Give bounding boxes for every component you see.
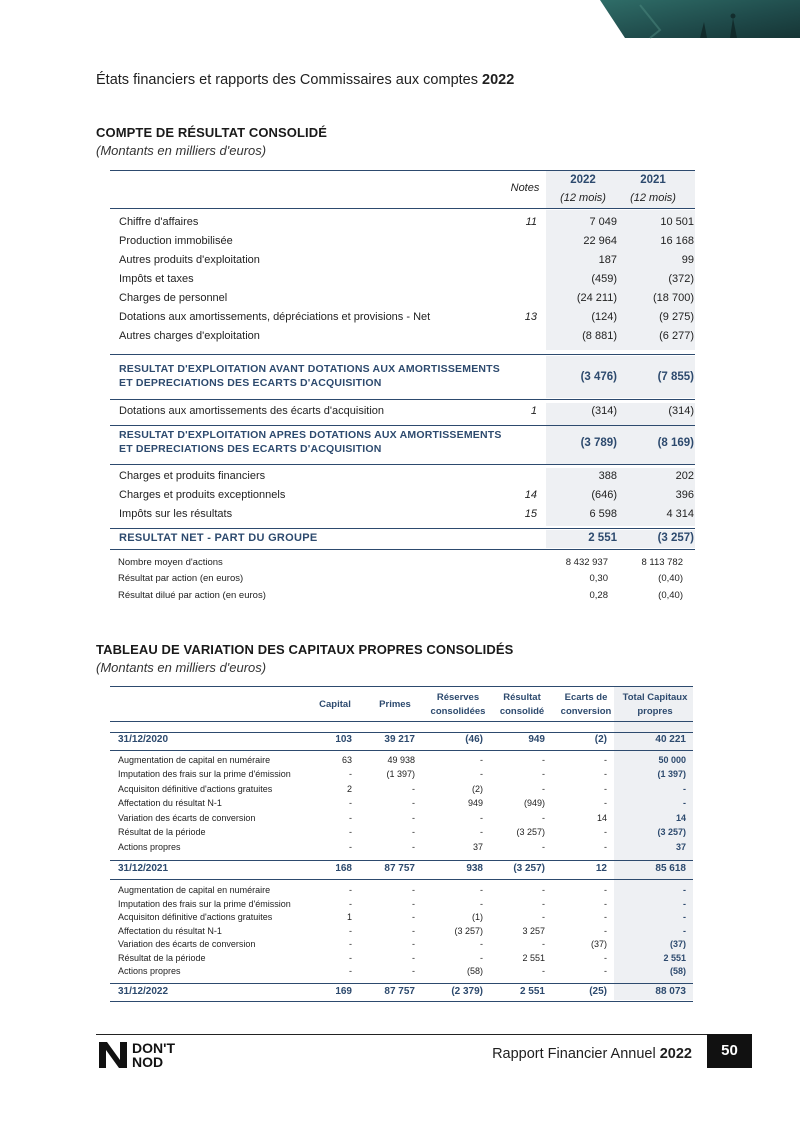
row-value-2022: 6 598 (589, 508, 617, 520)
row-label: Actions propres (118, 842, 181, 852)
cell-ecarts: - (604, 827, 607, 837)
movement-row (118, 885, 693, 898)
movement-row (118, 798, 693, 811)
income-row (119, 254, 695, 270)
row-label: 31/12/2021 (118, 863, 169, 874)
row-value-2021: (8 169) (657, 437, 694, 449)
cell-capital: - (349, 827, 352, 837)
row-label-line1: RESULTAT D'EXPLOITATION APRES DOTATIONS AUX AMORTISSEMENTS (119, 429, 502, 441)
cell-total: (1 397) (657, 769, 686, 779)
cell-total: 2 551 (663, 953, 686, 963)
cell-reserves: - (480, 755, 483, 765)
row-label: Résultat de la période (118, 953, 206, 963)
movement-row (118, 813, 693, 826)
footer-rule (96, 1034, 752, 1035)
row-value-2022: 0,28 (589, 590, 608, 601)
per-share-row (118, 557, 695, 571)
cell-total: - (683, 899, 686, 909)
row-value-2022: (24 211) (576, 292, 617, 304)
row-label-line1: RESULTAT D'EXPLOITATION AVANT DOTATIONS AUX AMORTISSEMENTS (119, 363, 501, 375)
row-value-2021: 202 (675, 470, 694, 482)
equity-header-reserves-line1: Réserves (436, 692, 480, 703)
row-value-2022: (646) (591, 489, 617, 501)
cell-primes: 87 757 (384, 986, 415, 997)
equity-header-resultat-line1: Résultat (503, 692, 541, 703)
row-label-line2: ET DEPRECIATIONS DES ECARTS D'ACQUISITION (119, 443, 382, 455)
balance-row-2022 (118, 986, 693, 999)
cell-resultat: - (542, 885, 545, 895)
row-value-2021: 99 (681, 254, 694, 266)
row-value-2021: (18 700) (653, 292, 694, 304)
notes-header: Notes (510, 182, 540, 194)
balance-row-2021 (118, 863, 693, 876)
cell-total: - (683, 885, 686, 895)
cell-capital: - (349, 926, 352, 936)
cell-capital: 63 (341, 755, 352, 765)
row-label: Actions propres (118, 966, 181, 976)
row-value-2022: 0,30 (589, 573, 608, 584)
row-value-2021: 10 501 (660, 216, 694, 228)
table-rule (110, 732, 693, 733)
cell-primes: - (412, 798, 415, 808)
table-rule (110, 686, 693, 687)
cell-capital: 168 (335, 863, 352, 874)
col-2021-header: 2021 (640, 174, 666, 186)
cell-total: - (683, 798, 686, 808)
cell-ecarts: - (604, 899, 607, 909)
cell-reserves: 938 (466, 863, 483, 874)
movement-row (118, 912, 693, 925)
row-label: 31/12/2022 (118, 986, 169, 997)
row-value-2022: 388 (598, 470, 617, 482)
cell-primes: - (412, 912, 415, 922)
row-value-2021: (9 275) (659, 311, 694, 323)
row-note: 15 (524, 508, 537, 520)
row-label: Production immobilisée (119, 235, 233, 247)
table-rule (110, 860, 693, 861)
equity-header-total-line1: Total Capitaux (622, 692, 688, 703)
income-row (119, 508, 695, 524)
row-value-2021: (314) (668, 405, 694, 417)
income-row (119, 292, 695, 308)
row-value-2021: 16 168 (660, 235, 694, 247)
row-label: Charges de personnel (119, 292, 228, 304)
cell-reserves: (1) (472, 912, 483, 922)
cell-ecarts: 12 (595, 863, 607, 874)
cell-primes: - (412, 953, 415, 963)
income-row (119, 273, 695, 289)
logo-mark-icon (98, 1040, 128, 1070)
header-year: 2022 (482, 72, 515, 88)
movement-row (118, 899, 693, 912)
cell-reserves: 37 (472, 842, 483, 852)
row-value-2022: 2 551 (588, 532, 617, 544)
page-number: 50 (707, 1034, 752, 1068)
logo-text-line1: DON'T (132, 1040, 175, 1056)
row-label: Dotations aux amortissements, dépréciations et provisions - Net (119, 311, 431, 323)
row-value-2022: (3 476) (580, 371, 617, 383)
table-rule (110, 208, 695, 209)
table-rule (110, 425, 695, 426)
row-label: Impôts et taxes (119, 273, 194, 285)
cell-capital: - (349, 798, 352, 808)
logo-text-line2: NOD (132, 1054, 164, 1070)
table-rule (110, 721, 693, 722)
row-label: Impôts sur les résultats (119, 508, 233, 520)
row-label: Résultat de la période (118, 827, 206, 837)
movement-row (118, 926, 693, 939)
cell-resultat: - (542, 939, 545, 949)
table-rule (110, 399, 695, 400)
cell-reserves: - (480, 899, 483, 909)
movement-row (118, 966, 693, 979)
cell-capital: 169 (335, 986, 352, 997)
cell-capital: 2 (346, 784, 352, 794)
table-rule (110, 170, 695, 171)
cell-resultat: - (542, 912, 545, 922)
goodwill-row (119, 405, 695, 421)
cell-total: 88 073 (655, 986, 686, 997)
income-statement-subtitle: (Montants en milliers d'euros) (96, 143, 267, 158)
row-value-2021: (6 277) (659, 330, 694, 342)
corner-artwork (0, 0, 800, 40)
row-note: 1 (530, 405, 537, 417)
row-label: Affectation du résultat N-1 (118, 926, 222, 936)
col-2022-sub: (12 mois) (560, 192, 606, 204)
cell-resultat: - (542, 784, 545, 794)
row-label: Autres produits d'exploitation (119, 254, 260, 266)
income-row (119, 330, 695, 346)
cell-primes: 87 757 (384, 863, 415, 874)
cell-total: (58) (669, 966, 686, 976)
row-label: Charges et produits exceptionnels (119, 489, 286, 501)
row-label: Charges et produits financiers (119, 470, 266, 482)
ebitda-row (119, 363, 695, 395)
cell-ecarts: 14 (596, 813, 607, 823)
cell-ecarts: - (604, 784, 607, 794)
row-value-2021: (0,40) (658, 590, 683, 601)
cell-capital: - (349, 953, 352, 963)
row-value-2022: (3 789) (580, 437, 617, 449)
cell-resultat: - (542, 842, 545, 852)
equity-header-total-line2: propres (637, 706, 673, 717)
movement-row (118, 755, 693, 768)
cell-resultat: 949 (528, 734, 545, 745)
cell-primes: (1 397) (386, 769, 415, 779)
row-label: Imputation des frais sur la prime d'émission (118, 769, 291, 779)
equity-table-subtitle: (Montants en milliers d'euros) (96, 660, 267, 675)
row-label: Nombre moyen d'actions (118, 557, 223, 568)
cell-total: 50 000 (658, 755, 686, 765)
row-value-2022: 187 (598, 254, 617, 266)
cell-ecarts: (2) (594, 734, 607, 745)
cell-capital: - (349, 842, 352, 852)
row-note: 14 (524, 489, 537, 501)
cell-total: 37 (675, 842, 686, 852)
cell-total: (37) (669, 939, 686, 949)
cell-total: - (683, 926, 686, 936)
table-rule (110, 464, 695, 465)
cell-reserves: 949 (467, 798, 483, 808)
row-value-2021: (3 257) (657, 532, 694, 544)
movement-row (118, 827, 693, 840)
row-value-2021: 8 113 782 (641, 557, 683, 568)
cell-resultat: - (542, 899, 545, 909)
header-title: États financiers et rapports des Commissaires aux comptes (96, 72, 478, 88)
balance-row-2020 (118, 734, 693, 747)
cell-reserves: - (480, 769, 483, 779)
table-rule (110, 354, 695, 355)
table-rule (110, 528, 695, 529)
cell-primes: 49 938 (387, 755, 415, 765)
row-value-2021: 396 (675, 489, 694, 501)
cell-capital: 103 (335, 734, 352, 745)
income-statement-title: COMPTE DE RÉSULTAT CONSOLIDÉ (96, 125, 328, 140)
cell-reserves: - (480, 813, 483, 823)
table-rule (110, 879, 693, 880)
row-note: 13 (524, 311, 537, 323)
row-value-2022: 8 432 937 (565, 557, 608, 568)
cell-primes: 39 217 (384, 734, 415, 745)
row-value-2021: (7 855) (657, 371, 694, 383)
row-value-2022: (314) (591, 405, 617, 417)
equity-header-primes: Primes (379, 699, 411, 710)
row-label-line2: ET DEPRECIATIONS DES ECARTS D'ACQUISITION (119, 377, 382, 389)
ebit-row (119, 429, 695, 461)
row-label: Variation des écarts de conversion (118, 939, 256, 949)
cell-ecarts: - (604, 842, 607, 852)
cell-ecarts: - (604, 798, 607, 808)
row-label: Dotations aux amortissements des écarts d'acquisition (119, 405, 385, 417)
cell-primes: - (412, 899, 415, 909)
movement-row (118, 784, 693, 797)
cell-primes: - (412, 926, 415, 936)
row-label: Affectation du résultat N-1 (118, 798, 222, 808)
cell-resultat: - (542, 966, 545, 976)
cell-ecarts: - (604, 912, 607, 922)
income-row (119, 489, 695, 505)
cell-primes: - (412, 813, 415, 823)
cell-total: 40 221 (655, 734, 686, 745)
row-value-2022: (459) (591, 273, 617, 285)
row-value-2022: (8 881) (582, 330, 617, 342)
cell-reserves: (46) (465, 734, 483, 745)
row-label: RESULTAT NET - PART DU GROUPE (119, 532, 318, 544)
page-header (96, 72, 514, 88)
equity-table-title: TABLEAU DE VARIATION DES CAPITAUX PROPRES CONSOLIDÉS (96, 642, 514, 657)
row-label: Augmentation de capital en numéraire (118, 885, 271, 895)
cell-reserves: (2) (472, 784, 483, 794)
table-rule (110, 1001, 693, 1002)
row-note: 11 (525, 216, 537, 228)
col-2021-sub: (12 mois) (630, 192, 676, 204)
cell-primes: - (412, 842, 415, 852)
cell-ecarts: - (604, 755, 607, 765)
row-label: Acquisiton définitive d'actions gratuites (118, 912, 273, 922)
income-row (119, 216, 695, 232)
cell-reserves: - (480, 939, 483, 949)
equity-header-capital: Capital (319, 699, 351, 710)
row-label: Augmentation de capital en numéraire (118, 755, 271, 765)
cell-capital: - (349, 813, 352, 823)
cell-ecarts: - (604, 966, 607, 976)
cell-primes: - (412, 966, 415, 976)
cell-resultat: - (542, 769, 545, 779)
cell-reserves: (2 379) (451, 986, 483, 997)
cell-total: 14 (675, 813, 686, 823)
table-rule (110, 549, 695, 550)
equity-header-resultat-line2: consolidé (499, 706, 545, 717)
cell-capital: - (349, 769, 352, 779)
movement-row (118, 939, 693, 952)
row-label: 31/12/2020 (118, 734, 169, 745)
cell-ecarts: - (604, 926, 607, 936)
movement-row (118, 953, 693, 966)
cell-ecarts: - (604, 953, 607, 963)
footer-report-label: Rapport Financier Annuel (492, 1046, 656, 1062)
per-share-row (118, 590, 695, 604)
footer-report-title (492, 1046, 692, 1062)
cell-ecarts: (25) (589, 986, 607, 997)
movement-row (118, 842, 693, 855)
row-value-2021: (372) (668, 273, 694, 285)
cell-ecarts: - (604, 769, 607, 779)
net-result-row (119, 532, 695, 548)
company-logo (98, 1040, 218, 1072)
cell-reserves: - (480, 827, 483, 837)
cell-reserves: - (480, 953, 483, 963)
cell-resultat: (3 257) (513, 863, 545, 874)
equity-header-reserves-line2: consolidées (430, 706, 486, 717)
row-value-2021: (0,40) (658, 573, 683, 584)
table-rule (110, 983, 693, 984)
cell-resultat: 3 257 (522, 926, 545, 936)
cell-resultat: - (542, 755, 545, 765)
cell-total: - (683, 784, 686, 794)
cell-resultat: (3 257) (516, 827, 545, 837)
table-rule (110, 750, 693, 751)
cell-total: - (683, 912, 686, 922)
row-value-2021: 4 314 (666, 508, 694, 520)
cell-capital: - (349, 966, 352, 976)
row-value-2022: (124) (591, 311, 617, 323)
equity-header-ecarts-line2: conversion (560, 706, 612, 717)
row-label: Imputation des frais sur la prime d'émission (118, 899, 291, 909)
row-value-2022: 22 964 (583, 235, 617, 247)
footer-report-year: 2022 (659, 1046, 692, 1062)
cell-resultat: - (542, 813, 545, 823)
cell-primes: - (412, 784, 415, 794)
cell-resultat: 2 551 (519, 986, 545, 997)
row-label: Autres charges d'exploitation (119, 330, 260, 342)
cell-resultat: (949) (523, 798, 545, 808)
row-value-2022: 7 049 (589, 216, 617, 228)
cell-reserves: - (480, 885, 483, 895)
cell-ecarts: - (604, 885, 607, 895)
cell-primes: - (412, 885, 415, 895)
cell-capital: 1 (346, 912, 352, 922)
cell-capital: - (349, 899, 352, 909)
cell-reserves: (58) (466, 966, 483, 976)
cell-resultat: 2 551 (522, 953, 545, 963)
cell-reserves: (3 257) (454, 926, 483, 936)
row-label: Résultat dilué par action (en euros) (118, 590, 266, 601)
cell-capital: - (349, 939, 352, 949)
income-row (119, 311, 695, 327)
cell-total: 85 618 (655, 863, 686, 874)
cell-primes: - (412, 827, 415, 837)
row-label: Résultat par action (en euros) (118, 573, 244, 584)
cell-capital: - (349, 885, 352, 895)
row-label: Variation des écarts de conversion (118, 813, 256, 823)
cell-ecarts: (37) (590, 939, 607, 949)
cell-primes: - (412, 939, 415, 949)
cell-total: (3 257) (657, 827, 686, 837)
col-2022-header: 2022 (570, 174, 596, 186)
row-label: Chiffre d'affaires (119, 216, 199, 228)
per-share-row (118, 573, 695, 587)
equity-header-ecarts-line1: Ecarts de (564, 692, 608, 703)
income-row (119, 235, 695, 251)
income-row (119, 470, 695, 486)
row-label: Acquisiton définitive d'actions gratuites (118, 784, 273, 794)
movement-row (118, 769, 693, 782)
